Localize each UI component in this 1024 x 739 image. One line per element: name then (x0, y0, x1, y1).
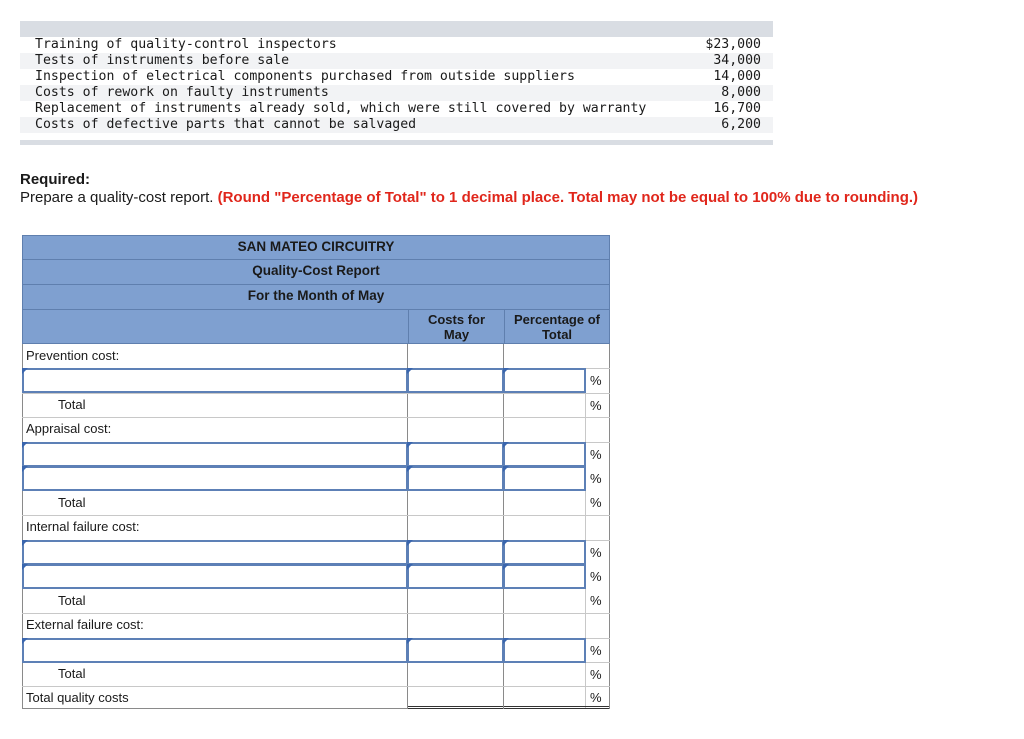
report-title: Quality-Cost Report (252, 263, 380, 278)
given-row (20, 117, 773, 133)
input-flag-icon (407, 368, 413, 374)
required-instructions (20, 189, 918, 206)
given-row (20, 69, 773, 85)
report-period: For the Month of May (247, 288, 385, 303)
given-row (20, 101, 773, 117)
input-flag-icon (22, 442, 28, 448)
input-flag-icon (407, 540, 413, 546)
appraisal-section-label: Appraisal cost: (26, 421, 112, 436)
prevention-item-input[interactable] (22, 368, 408, 393)
appraisal-total-label: Total (58, 495, 86, 510)
given-bottom-bar (20, 140, 773, 145)
report-period-band (22, 284, 610, 310)
percent-sign: % (590, 667, 602, 682)
percent-sign: % (590, 690, 602, 705)
appraisal-item-input-1[interactable] (22, 442, 408, 467)
percent-sign: % (590, 373, 602, 388)
required-text: Prepare a quality-cost report. (20, 189, 214, 206)
given-amount: 8,000 (721, 85, 761, 100)
prevention-section-label: Prevention cost: (26, 348, 120, 363)
given-amount: 6,200 (721, 117, 761, 132)
given-description: Costs of defective parts that cannot be salvaged (35, 117, 417, 132)
required-heading: Required: (20, 171, 91, 188)
external-failure-section-label: External failure cost: (26, 617, 144, 632)
given-description: Tests of instruments before sale (35, 53, 290, 68)
total-quality-costs-label: Total quality costs (26, 690, 129, 705)
percent-sign: % (590, 545, 602, 560)
percent-sign: % (590, 447, 602, 462)
internal-failure-percent-input-2[interactable] (503, 564, 586, 589)
rounding-note: (Round "Percentage of Total" to 1 decimal place. Total may not be equal to 100% due to rounding.) (217, 189, 919, 206)
cost-double-underline (408, 706, 503, 709)
percent-sign: % (590, 471, 602, 486)
internal-failure-percent-input-1[interactable] (503, 540, 586, 565)
given-description: Inspection of electrical components purchased from outside suppliers (35, 69, 575, 84)
appraisal-cost-input-1[interactable] (407, 442, 504, 467)
prevention-total-label: Total (58, 397, 86, 412)
quality-cost-report (22, 235, 610, 709)
given-amount: 16,700 (713, 101, 761, 116)
input-flag-icon (503, 442, 509, 448)
company-name-band (22, 235, 610, 260)
company-name: SAN MATEO CIRCUITRY (237, 239, 395, 254)
report-title-band (22, 259, 610, 285)
prevention-percent-input[interactable] (503, 368, 586, 393)
given-data-block (20, 21, 773, 145)
input-flag-icon (22, 368, 28, 374)
internal-failure-item-input-2[interactable] (22, 564, 408, 589)
given-row (20, 53, 773, 69)
appraisal-percent-input-1[interactable] (503, 442, 586, 467)
column-header-band (22, 309, 610, 344)
input-flag-icon (503, 564, 509, 570)
percent-sign: % (590, 643, 602, 658)
appraisal-cost-input-2[interactable] (407, 466, 504, 491)
internal-failure-cost-input-2[interactable] (407, 564, 504, 589)
given-amount: $23,000 (705, 37, 761, 52)
input-flag-icon (503, 368, 509, 374)
percent-sign: % (590, 495, 602, 510)
input-flag-icon (503, 466, 509, 472)
appraisal-item-input-2[interactable] (22, 466, 408, 491)
input-flag-icon (22, 540, 28, 546)
input-flag-icon (407, 466, 413, 472)
given-row (20, 85, 773, 101)
percent-sign: % (590, 569, 602, 584)
given-description: Costs of rework on faulty instruments (35, 85, 329, 100)
external-failure-total-label: Total (58, 666, 86, 681)
internal-failure-item-input-1[interactable] (22, 540, 408, 565)
given-description: Training of quality-control inspectors (35, 37, 337, 52)
input-flag-icon (407, 564, 413, 570)
input-flag-icon (22, 466, 28, 472)
appraisal-percent-input-2[interactable] (503, 466, 586, 491)
percentage-column-header: Percentage of Total (514, 312, 600, 342)
external-failure-item-input[interactable] (22, 638, 408, 663)
external-failure-percent-input[interactable] (503, 638, 586, 663)
internal-failure-total-label: Total (58, 593, 86, 608)
percent-sign: % (590, 398, 602, 413)
internal-failure-section-label: Internal failure cost: (26, 519, 140, 534)
external-failure-cost-input[interactable] (407, 638, 504, 663)
input-flag-icon (503, 638, 509, 644)
prevention-cost-input[interactable] (407, 368, 504, 393)
percent-double-underline (504, 706, 609, 709)
given-amount: 34,000 (713, 53, 761, 68)
given-row (20, 37, 773, 53)
given-top-bar (20, 21, 773, 37)
input-flag-icon (407, 638, 413, 644)
given-description: Replacement of instruments already sold, which were still covered by warranty (35, 101, 647, 116)
input-flag-icon (503, 540, 509, 546)
internal-failure-cost-input-1[interactable] (407, 540, 504, 565)
input-flag-icon (407, 442, 413, 448)
input-flag-icon (22, 564, 28, 570)
percent-sign: % (590, 593, 602, 608)
given-amount: 14,000 (713, 69, 761, 84)
input-flag-icon (22, 638, 28, 644)
costs-column-header: Costs for May (427, 312, 486, 342)
